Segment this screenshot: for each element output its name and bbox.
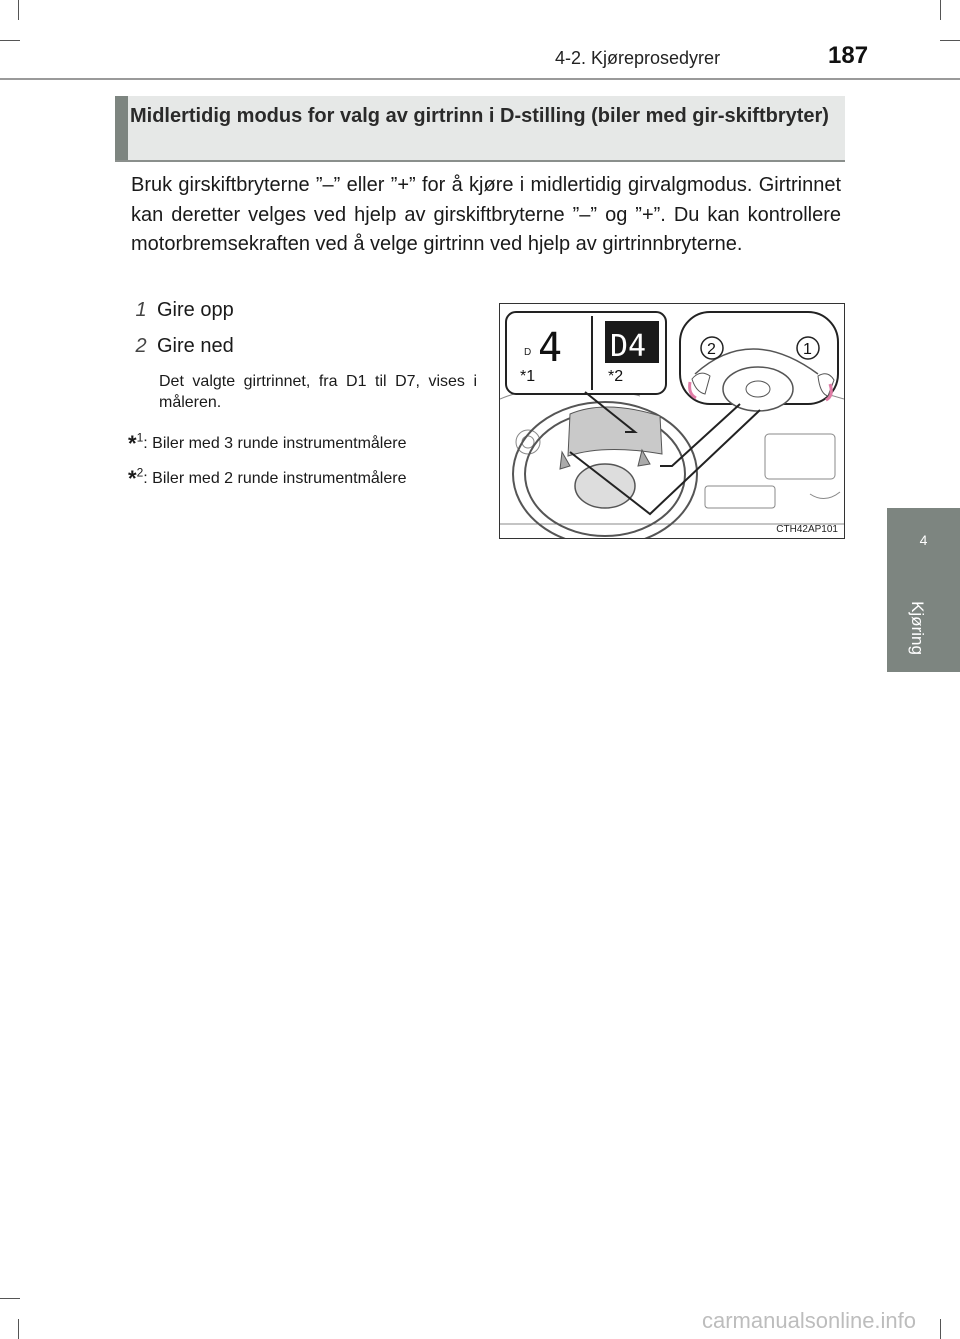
section-title: Midlertidig modus for valg av girtrinn i D-stilling (biler med gir-skiftbryter): [130, 105, 829, 127]
page-number: 187: [828, 42, 869, 69]
chapter-label: Kjøring: [908, 601, 927, 655]
footnote: [128, 463, 406, 489]
crop-mark: [0, 1298, 20, 1299]
callout-number-2: 2: [707, 341, 716, 358]
item-label: Gire ned: [157, 335, 234, 357]
meter1-small-label: D: [524, 347, 532, 358]
note-text: Det valgte girtrinnet, fra D1 til D7, vises i måleren.: [159, 373, 477, 411]
list-item: [131, 335, 234, 358]
figure-mark-1: *1: [520, 368, 536, 385]
item-number: 1: [135, 299, 147, 321]
section-heading-box: [115, 96, 845, 162]
crop-mark: [0, 40, 20, 41]
chapter-number: 4: [919, 532, 928, 548]
footnote-mark: *: [128, 431, 137, 456]
meter1-gear-display: 4: [538, 325, 563, 371]
crop-mark: [18, 1319, 19, 1339]
footnote-sup: 1: [136, 430, 144, 445]
chapter-strip: [887, 588, 960, 672]
steering-wheel-illustration: [500, 304, 844, 538]
footnote-sup: 2: [136, 465, 144, 480]
chapter-tab[interactable]: [887, 508, 960, 588]
steering-wheel-figure: [499, 303, 845, 539]
header-rule: [0, 78, 960, 80]
section-heading-bar: [115, 96, 128, 160]
figure-mark-2: *2: [608, 368, 624, 385]
callout-number-1: 1: [803, 341, 812, 358]
figure-code: CTH42AP101: [776, 524, 838, 535]
footnote-text: : Biler med 2 runde instrumentmålere: [143, 470, 407, 487]
crop-mark: [940, 40, 960, 41]
crop-mark: [940, 1319, 941, 1339]
crop-mark: [940, 0, 941, 20]
item-number: 2: [135, 335, 147, 357]
header-section-title: 4-2. Kjøreprosedyrer: [555, 48, 721, 68]
list-item: [131, 299, 234, 322]
footnote-text: : Biler med 3 runde instrumentmålere: [143, 435, 407, 452]
footnote: [128, 428, 406, 454]
footnote-mark: *: [128, 466, 137, 491]
section-body: Bruk girskiftbryterne ”–” eller ”+” for å kjøre i midlertidig girvalgmodus. Girtrinnet kan deretter velges ved hjelp av girskiftbryterne ”–” og ”+”. Du kan kontrollere motorbremsekraften ved å velge girtrinn ved hjelp av girtrinnbryterne.: [131, 174, 841, 255]
item-label: Gire opp: [157, 299, 234, 321]
meter2-gear-display: D4: [610, 329, 647, 364]
watermark[interactable]: carmanualsonline.info: [702, 1308, 917, 1333]
crop-mark: [18, 0, 19, 20]
